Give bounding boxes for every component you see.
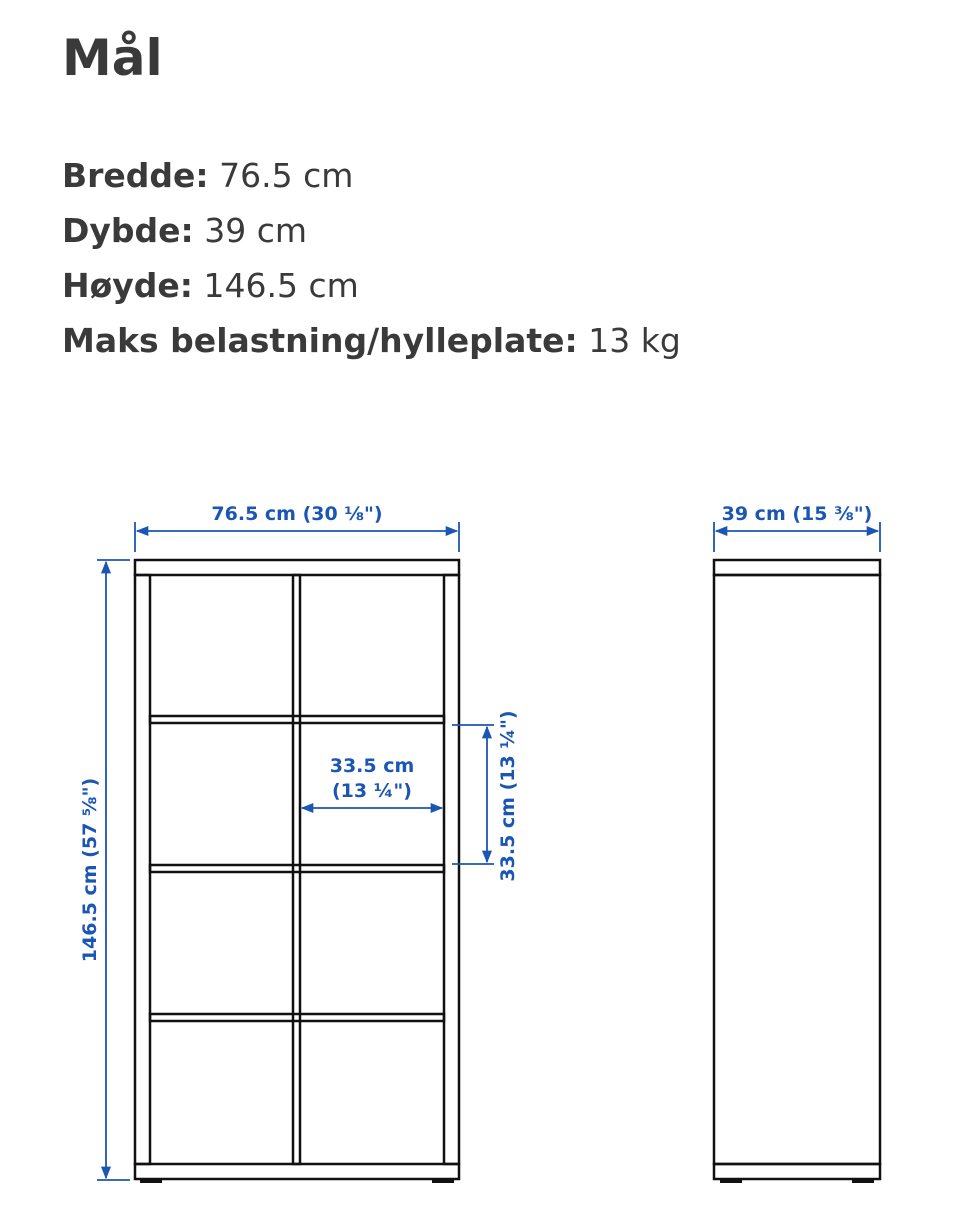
front-right-panel xyxy=(444,575,459,1164)
front-center-divider xyxy=(293,575,300,1164)
front-foot-left xyxy=(140,1179,162,1183)
dimension-lines xyxy=(97,522,880,1180)
spec-depth-label: Dybde: xyxy=(62,211,194,250)
front-foot-right xyxy=(432,1179,454,1183)
front-shelf-3 xyxy=(150,1014,444,1021)
spec-height-label: Høyde: xyxy=(62,266,194,305)
front-width-label: 76.5 cm (30 ⅛") xyxy=(211,503,383,525)
front-height-label: 146.5 cm (57 ⅝") xyxy=(79,777,101,963)
side-depth-label: 39 cm (15 ⅜") xyxy=(721,503,873,525)
side-foot-right xyxy=(852,1179,874,1183)
spec-depth-value: 39 cm xyxy=(204,211,308,250)
spec-width-label: Bredde: xyxy=(62,156,209,195)
shelf-side-view xyxy=(714,560,880,1179)
cell-height-label: 33.5 cm (13 ¼") xyxy=(497,710,519,882)
side-foot-left xyxy=(720,1179,742,1183)
front-left-panel xyxy=(135,575,150,1164)
front-shelf-2 xyxy=(150,865,444,872)
side-bottom-board xyxy=(714,1164,880,1179)
front-shelf-1 xyxy=(150,716,444,723)
page-title: Mål xyxy=(62,29,163,87)
cell-width-label-line1: 33.5 cm xyxy=(329,755,415,777)
spec-max-load-label: Maks belastning/hylleplate: xyxy=(62,321,578,360)
shelf-front-view xyxy=(135,560,459,1179)
side-top-board xyxy=(714,560,880,575)
spec-max-load-value: 13 kg xyxy=(588,321,681,360)
spec-height-value: 146.5 cm xyxy=(203,266,359,305)
spec-width-value: 76.5 cm xyxy=(219,156,354,195)
cell-width-label-line2: (13 ¼") xyxy=(332,780,412,802)
front-bottom-board xyxy=(135,1164,459,1179)
front-top-board xyxy=(135,560,459,575)
side-panel xyxy=(714,575,880,1164)
